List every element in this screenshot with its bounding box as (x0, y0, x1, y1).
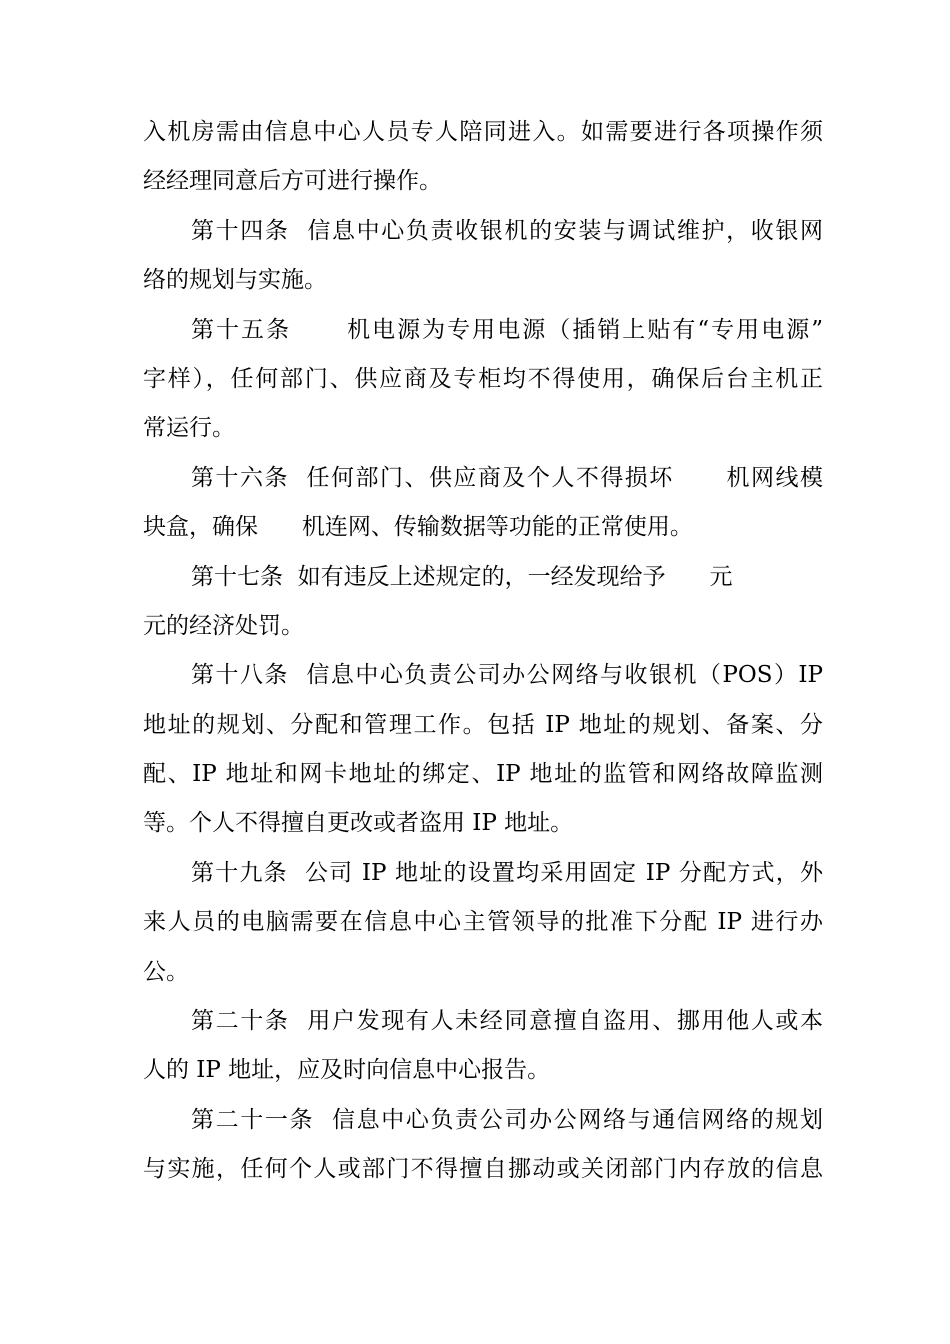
article-16-line: 第十六条 任何部门、供应商及个人不得损坏 机网线模 (191, 464, 823, 491)
text-line: 配、IP 地址和网卡地址的绑定、IP 地址的监管和网络故障监测 (143, 761, 823, 788)
article-15-line: 第十五条 机电源为专用电源（插销上贴有“专用电源” (191, 316, 823, 343)
text-line: 地址的规划、分配和管理工作。包括 IP 地址的规划、备案、分 (143, 711, 823, 738)
text-line: 人的 IP 地址，应及时向信息中心报告。 (143, 1057, 551, 1084)
text-line: 块盒，确保 机连网、传输数据等功能的正常使用。 (143, 514, 693, 541)
article-14-line: 第十四条 信息中心负责收银机的安装与调试维护，收银网 (191, 217, 823, 244)
text-line: 元的经济处罚。 (143, 612, 304, 639)
text-line: 入机房需由信息中心人员专人陪同进入。如需要进行各项操作须 (143, 119, 823, 145)
text-line: 经经理同意后方可进行操作。 (143, 168, 442, 195)
article-20-line: 第二十条 用户发现有人未经同意擅自盗用、挪用他人或本 (191, 1008, 823, 1035)
text-line: 等。个人不得擅自更改或者盗用 IP 地址。 (143, 810, 574, 837)
article-17-line: 第十七条 如有违反上述规定的，一经发现给予 元 (191, 563, 733, 590)
text-line: 来人员的电脑需要在信息中心主管领导的批准下分配 IP 进行办 (143, 909, 823, 936)
article-21-line: 第二十一条 信息中心负责公司办公网络与通信网络的规划 (191, 1106, 823, 1133)
text-line: 公。 (143, 958, 189, 985)
text-line: 络的规划与实施。 (143, 267, 327, 294)
text-line: 与实施，任何个人或部门不得擅自挪动或关闭部门内存放的信息 (143, 1156, 823, 1183)
body-text (143, 108, 823, 1195)
text-line: 常运行。 (143, 415, 235, 442)
text-line: 字样），任何部门、供应商及专柜均不得使用，确保后台主机正 (143, 365, 823, 392)
article-19-line: 第十九条 公司 IP 地址的设置均采用固定 IP 分配方式，外 (191, 859, 823, 886)
article-18-line: 第十八条 信息中心负责公司办公网络与收银机（POS）IP (191, 662, 823, 689)
